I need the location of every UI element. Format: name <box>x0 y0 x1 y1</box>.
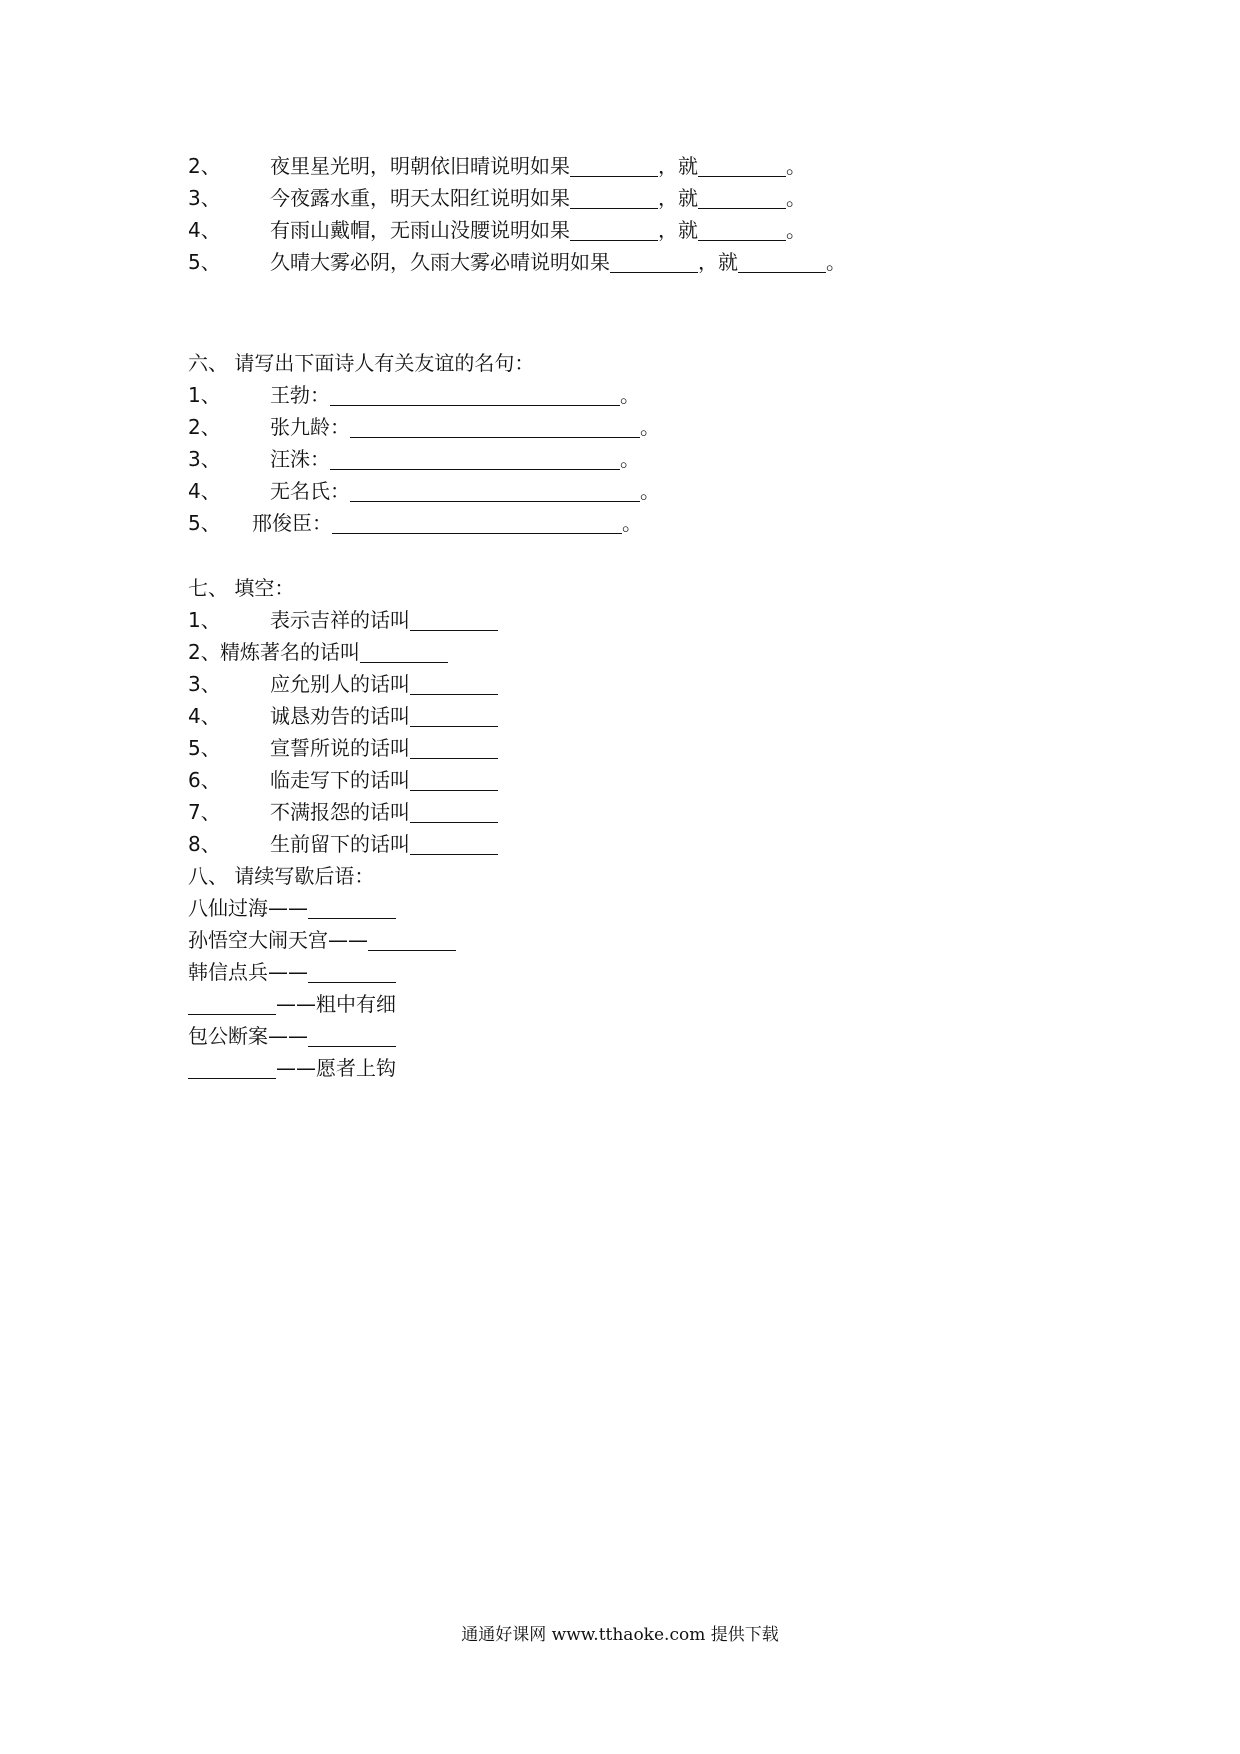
xiehouyu-item-1 <box>188 892 396 924</box>
answer-blank[interactable] <box>410 830 498 855</box>
item-text: ——粗中有细 <box>276 992 396 1016</box>
fill-item-1 <box>188 604 498 636</box>
item-text: 生前留下的话叫 <box>270 832 410 856</box>
answer-blank[interactable] <box>330 445 620 470</box>
item-number: 1、 <box>188 608 221 632</box>
weather-item-2 <box>188 150 806 182</box>
item-number: 2、 <box>188 415 221 439</box>
poet-item-2 <box>188 411 660 443</box>
fill-item-4 <box>188 700 498 732</box>
answer-blank[interactable] <box>410 606 498 631</box>
answer-blank[interactable] <box>570 184 658 209</box>
fill-item-5 <box>188 732 498 764</box>
item-number: 2、 <box>188 154 221 178</box>
item-end: 。 <box>640 479 660 503</box>
item-text: 久晴大雾必阴，久雨大雾必晴说明如果 <box>270 250 610 274</box>
item-number: 3、 <box>188 186 221 210</box>
item-text: 今夜露水重，明天太阳红说明如果 <box>270 186 570 210</box>
answer-blank[interactable] <box>360 638 448 663</box>
item-number: 6、 <box>188 768 221 792</box>
item-text: 临走写下的话叫 <box>270 768 410 792</box>
item-mid: ，就 <box>698 250 738 274</box>
poet-name: 汪洙： <box>270 447 330 471</box>
item-text: 诚恳劝告的话叫 <box>270 704 410 728</box>
item-number: 3、 <box>188 672 221 696</box>
answer-blank[interactable] <box>410 702 498 727</box>
poet-name: 张九龄： <box>270 415 350 439</box>
xiehouyu-item-4 <box>188 988 396 1020</box>
item-text: 孙悟空大闹天宫—— <box>188 928 368 952</box>
item-text: 不满报怨的话叫 <box>270 800 410 824</box>
answer-blank[interactable] <box>188 1054 276 1079</box>
page-footer: 通通好课网 www.tthaoke.com 提供下载 <box>461 1625 779 1645</box>
answer-blank[interactable] <box>332 509 622 534</box>
poet-item-1 <box>188 379 640 411</box>
fill-item-6 <box>188 764 498 796</box>
item-number: 3、 <box>188 447 221 471</box>
answer-blank[interactable] <box>410 734 498 759</box>
fill-item-8 <box>188 828 498 860</box>
weather-item-3 <box>188 182 806 214</box>
item-end: 。 <box>620 383 640 407</box>
item-end: 。 <box>786 186 806 210</box>
item-number: 4、 <box>188 218 221 242</box>
item-text: 韩信点兵—— <box>188 960 308 984</box>
item-number: 1、 <box>188 383 221 407</box>
weather-item-5 <box>188 246 846 278</box>
xiehouyu-item-5 <box>188 1020 396 1052</box>
answer-blank[interactable] <box>330 381 620 406</box>
item-text: 精炼著名的话叫 <box>220 640 360 664</box>
item-end: 。 <box>620 447 640 471</box>
item-end: 。 <box>786 218 806 242</box>
answer-blank[interactable] <box>738 248 826 273</box>
answer-blank[interactable] <box>570 216 658 241</box>
item-end: 。 <box>786 154 806 178</box>
poet-name: 无名氏： <box>270 479 350 503</box>
item-number: 5、 <box>188 511 221 535</box>
fill-item-7 <box>188 796 498 828</box>
poet-item-3 <box>188 443 640 475</box>
item-mid: ，就 <box>658 186 698 210</box>
answer-blank[interactable] <box>410 798 498 823</box>
poet-item-5 <box>188 507 642 539</box>
item-text: 夜里星光明，明朝依旧晴说明如果 <box>270 154 570 178</box>
answer-blank[interactable] <box>610 248 698 273</box>
poet-item-4 <box>188 475 660 507</box>
item-text: 应允别人的话叫 <box>270 672 410 696</box>
item-number: 4、 <box>188 479 221 503</box>
item-end: 。 <box>640 415 660 439</box>
item-end: 。 <box>622 511 642 535</box>
answer-blank[interactable] <box>570 152 658 177</box>
poet-name: 王勃： <box>270 383 330 407</box>
answer-blank[interactable] <box>410 766 498 791</box>
item-number: 4、 <box>188 704 221 728</box>
item-text: 包公断案—— <box>188 1024 308 1048</box>
item-number: 2、 <box>188 640 221 664</box>
section7-heading: 七、 填空： <box>188 576 295 600</box>
xiehouyu-item-2 <box>188 924 456 956</box>
answer-blank[interactable] <box>698 184 786 209</box>
xiehouyu-item-3 <box>188 956 396 988</box>
answer-blank[interactable] <box>698 216 786 241</box>
section6-heading: 六、 请写出下面诗人有关友谊的名句： <box>188 351 535 375</box>
answer-blank[interactable] <box>308 1022 396 1047</box>
answer-blank[interactable] <box>410 670 498 695</box>
item-text: 有雨山戴帽，无雨山没腰说明如果 <box>270 218 570 242</box>
answer-blank[interactable] <box>188 990 276 1015</box>
answer-blank[interactable] <box>368 926 456 951</box>
item-mid: ，就 <box>658 218 698 242</box>
answer-blank[interactable] <box>350 477 640 502</box>
answer-blank[interactable] <box>308 958 396 983</box>
item-number: 5、 <box>188 250 221 274</box>
item-text: 宣誓所说的话叫 <box>270 736 410 760</box>
item-mid: ，就 <box>658 154 698 178</box>
fill-item-3 <box>188 668 498 700</box>
item-number: 5、 <box>188 736 221 760</box>
xiehouyu-item-6 <box>188 1052 396 1084</box>
item-end: 。 <box>826 250 846 274</box>
answer-blank[interactable] <box>308 894 396 919</box>
item-text: ——愿者上钩 <box>276 1056 396 1080</box>
answer-blank[interactable] <box>698 152 786 177</box>
weather-item-4 <box>188 214 806 246</box>
item-text: 表示吉祥的话叫 <box>270 608 410 632</box>
fill-item-2 <box>188 636 448 668</box>
item-text: 八仙过海—— <box>188 896 308 920</box>
poet-name: 邢俊臣： <box>252 511 332 535</box>
answer-blank[interactable] <box>350 413 640 438</box>
item-number: 8、 <box>188 832 221 856</box>
section8-heading: 八、 请续写歇后语： <box>188 864 375 888</box>
item-number: 7、 <box>188 800 221 824</box>
